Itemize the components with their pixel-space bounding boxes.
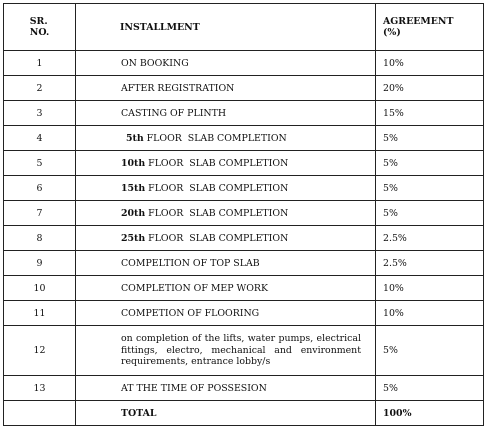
row-installment: AFTER REGISTRATION	[76, 76, 376, 101]
row-installment: COMPELTION OF TOP SLAB	[76, 251, 376, 276]
row-installment-text: FLOOR SLAB COMPLETION	[145, 207, 289, 219]
row-sr: 12	[4, 326, 76, 376]
row-installment	[76, 151, 376, 176]
row-agreement-pct: 5%	[376, 151, 484, 176]
table-row	[4, 226, 484, 251]
row-sr: 13	[4, 376, 76, 401]
header-agreement-label: AGREEMENT (%)	[383, 16, 454, 38]
row-sr: 9	[4, 251, 76, 276]
row-sr: 3	[4, 101, 76, 126]
row-sr: 4	[4, 126, 76, 151]
row-installment	[76, 201, 376, 226]
row-floor-ordinal: 15th	[121, 182, 146, 194]
row-agreement-pct: 10%	[376, 51, 484, 76]
row-agreement-pct: 5%	[376, 201, 484, 226]
table-header-row	[4, 4, 484, 51]
row-floor-ordinal: 25th	[121, 232, 146, 244]
row-sr: 5	[4, 151, 76, 176]
row-agreement-pct: 5%	[376, 126, 484, 151]
header-sr-no	[4, 4, 76, 51]
row-installment	[76, 226, 376, 251]
header-sr-no-label: SR. NO.	[29, 16, 50, 38]
row-installment	[76, 176, 376, 201]
row-agreement-pct: 15%	[376, 101, 484, 126]
row-installment: COMPETION OF FLOORING	[76, 301, 376, 326]
table-row	[4, 251, 484, 276]
row-floor-ordinal: 10th	[121, 157, 146, 169]
table-row	[4, 101, 484, 126]
table-row	[4, 276, 484, 301]
row-installment-text: FLOOR SLAB COMPLETION	[145, 182, 289, 194]
row-sr: 1	[4, 51, 76, 76]
total-label: TOTAL	[76, 401, 376, 426]
row-agreement-pct: 10%	[376, 301, 484, 326]
row-agreement-pct: 20%	[376, 76, 484, 101]
table-row	[4, 326, 484, 376]
table-row	[4, 76, 484, 101]
row-floor-ordinal: 5th	[126, 132, 144, 144]
table-row	[4, 376, 484, 401]
row-installment-text: FLOOR SLAB COMPLETION	[143, 132, 287, 144]
table-row	[4, 201, 484, 226]
row-installment: AT THE TIME OF POSSESION	[76, 376, 376, 401]
table-row	[4, 176, 484, 201]
installment-schedule-table	[3, 3, 484, 426]
row-sr: 8	[4, 226, 76, 251]
row-sr: 2	[4, 76, 76, 101]
total-sr	[4, 401, 76, 426]
row-installment: ON BOOKING	[76, 51, 376, 76]
row-sr: 7	[4, 201, 76, 226]
table-row	[4, 301, 484, 326]
table-row	[4, 51, 484, 76]
row-agreement-pct: 2.5%	[376, 251, 484, 276]
row-sr: 11	[4, 301, 76, 326]
row-agreement-pct: 5%	[376, 376, 484, 401]
row-floor-ordinal: 20th	[121, 207, 146, 219]
table-row	[4, 151, 484, 176]
row-installment	[76, 126, 376, 151]
row-agreement-pct: 5%	[376, 326, 484, 376]
row-installment: CASTING OF PLINTH	[76, 101, 376, 126]
table-row	[4, 126, 484, 151]
row-agreement-pct: 5%	[376, 176, 484, 201]
row-installment-text: FLOOR SLAB COMPLETION	[145, 157, 289, 169]
row-sr: 6	[4, 176, 76, 201]
row-installment: on completion of the lifts, water pumps, electrical fittings, electro, mechanical and environment requirements, entrance lobby/s	[76, 326, 376, 376]
total-row	[4, 401, 484, 426]
header-agreement	[376, 4, 484, 51]
row-agreement-pct: 10%	[376, 276, 484, 301]
total-pct: 100%	[376, 401, 484, 426]
row-agreement-pct: 2.5%	[376, 226, 484, 251]
header-installment: INSTALLMENT	[76, 4, 376, 51]
row-installment-text: FLOOR SLAB COMPLETION	[145, 232, 289, 244]
row-sr: 10	[4, 276, 76, 301]
row-installment: COMPLETION OF MEP WORK	[76, 276, 376, 301]
